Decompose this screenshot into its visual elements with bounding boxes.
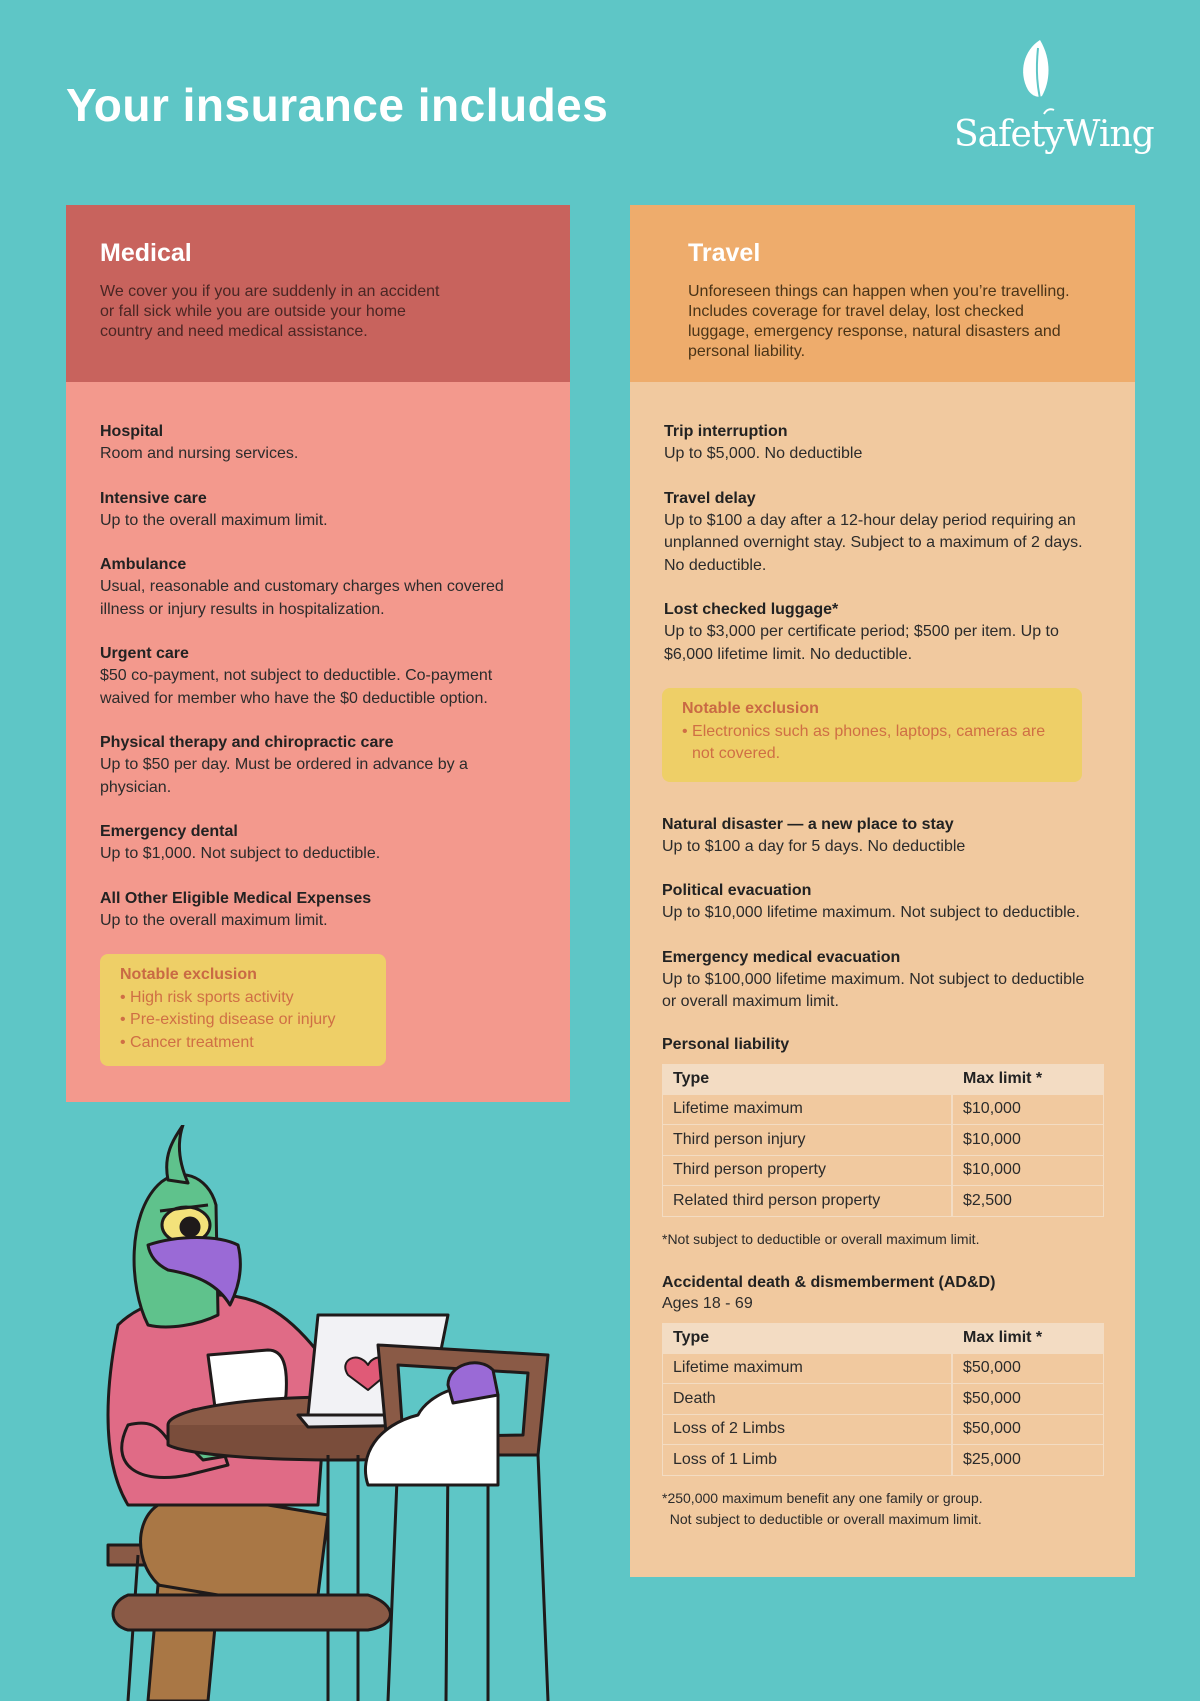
exclusion-title: Notable exclusion bbox=[682, 700, 819, 717]
page-title: Your insurance includes bbox=[66, 79, 609, 131]
coverage-item-title: Hospital bbox=[100, 423, 164, 440]
medical-title: Medical bbox=[100, 239, 192, 267]
travel-coverage-list-2 bbox=[630, 782, 1135, 1530]
travel-coverage-list bbox=[630, 382, 1135, 782]
coverage-item-trip-interruption bbox=[664, 421, 1101, 466]
coverage-item-desc: Up to $100 a day after a 12-hour delay period requiring an unplanned overnight stay. Subject to a maximum of 2 days. No deductible. bbox=[664, 511, 1083, 574]
table-row bbox=[663, 1155, 1104, 1186]
coverage-item-title: Ambulance bbox=[100, 556, 187, 573]
table-cell: Third person injury bbox=[663, 1125, 953, 1156]
table-header-row bbox=[663, 1064, 1104, 1095]
coverage-item-natural-disaster bbox=[662, 814, 1103, 859]
coverage-item-title: Travel delay bbox=[664, 489, 756, 507]
column-header: Max limit * bbox=[952, 1323, 1104, 1354]
coverage-item-title: Urgent care bbox=[100, 645, 189, 662]
coverage-item-urgent-care bbox=[100, 643, 536, 710]
coverage-item-desc: Up to the overall maximum limit. bbox=[100, 511, 328, 529]
coverage-item-title: Intensive care bbox=[100, 489, 207, 507]
coverage-item-title: Natural disaster — a new place to stay bbox=[662, 815, 954, 833]
coverage-item-desc: Up to $3,000 per certificate period; $500 per item. Up to $6,000 lifetime limit. No deductible. bbox=[664, 623, 1059, 663]
coverage-item-desc: Up to $10,000 lifetime maximum. Not subject to deductible. bbox=[662, 904, 1080, 921]
coverage-item-other-medical bbox=[100, 888, 536, 933]
table-cell: $10,000 bbox=[952, 1125, 1104, 1156]
exclusion-item: • Electronics such as phones, laptops, cameras are not covered. bbox=[682, 722, 1046, 762]
safetywing-logo[interactable] bbox=[950, 38, 1154, 168]
adnd-title: Accidental death & dismemberment (AD&D) bbox=[662, 1273, 996, 1291]
table-cell: $50,000 bbox=[952, 1353, 1104, 1384]
column-header: Type bbox=[663, 1323, 953, 1354]
table-cell: Loss of 1 Limb bbox=[663, 1445, 953, 1476]
liability-title: Personal liability bbox=[662, 1035, 790, 1053]
coverage-item-lost-luggage bbox=[664, 599, 1101, 666]
table-cell: $50,000 bbox=[952, 1414, 1104, 1445]
coverage-item-desc: Up to $50 per day. Must be ordered in advance by a physician. bbox=[100, 756, 468, 796]
travel-header bbox=[630, 205, 1135, 382]
coverage-item-title: Lost checked luggage* bbox=[664, 601, 839, 618]
coverage-item-title: Trip interruption bbox=[664, 423, 788, 440]
travel-exclusion-box bbox=[662, 688, 1082, 782]
liability-table bbox=[662, 1064, 1104, 1217]
coverage-item-desc: Up to $100 a day for 5 days. No deductible bbox=[662, 837, 966, 855]
table-cell: Death bbox=[663, 1384, 953, 1415]
coverage-item-title: Emergency medical evacuation bbox=[662, 948, 901, 966]
table-cell: Lifetime maximum bbox=[663, 1353, 953, 1384]
coverage-item-intensive-care bbox=[100, 488, 536, 533]
column-header: Type bbox=[663, 1064, 953, 1095]
coverage-item-hospital bbox=[100, 421, 536, 466]
medical-coverage-list bbox=[66, 382, 570, 1066]
brand-name: SafetyWing bbox=[954, 114, 1154, 155]
feather-logo-icon bbox=[1010, 38, 1060, 118]
coverage-item-travel-delay bbox=[664, 488, 1101, 578]
coverage-item-desc: Up to $100,000 lifetime maximum. Not subject to deductible or overall maximum limit. bbox=[662, 970, 1085, 1010]
coverage-item-emergency-dental bbox=[100, 821, 536, 866]
medical-exclusion-box bbox=[100, 954, 386, 1066]
table-cell: $25,000 bbox=[952, 1445, 1104, 1476]
table-header-row bbox=[663, 1323, 1104, 1354]
coverage-item-desc: Up to $1,000. Not subject to deductible. bbox=[100, 845, 381, 862]
coverage-item-desc: Room and nursing services. bbox=[100, 445, 299, 462]
table-cell: Loss of 2 Limbs bbox=[663, 1414, 953, 1445]
exclusion-item: • Pre-existing disease or injury bbox=[120, 1011, 336, 1028]
column-header: Max limit * bbox=[952, 1064, 1104, 1095]
coverage-item-title: Emergency dental bbox=[100, 823, 238, 840]
table-row bbox=[663, 1384, 1104, 1415]
table-cell: Related third person property bbox=[663, 1186, 953, 1217]
table-row bbox=[663, 1094, 1104, 1125]
coverage-item-ambulance bbox=[100, 554, 536, 621]
table-row bbox=[663, 1414, 1104, 1445]
coverage-item-desc: Usual, reasonable and customary charges when covered illness or injury results in hospitalization. bbox=[100, 578, 504, 618]
adnd-note: *250,000 maximum benefit any one family or group. Not subject to deductible or overall maximum limit. bbox=[662, 1489, 983, 1527]
travel-card bbox=[630, 205, 1135, 1577]
coverage-item-political-evacuation bbox=[662, 880, 1103, 925]
exclusion-item: • Cancer treatment bbox=[120, 1033, 254, 1051]
table-cell: $10,000 bbox=[952, 1094, 1104, 1125]
adnd-subtitle: Ages 18 - 69 bbox=[662, 1294, 753, 1312]
coverage-item-physical-therapy bbox=[100, 732, 536, 799]
coverage-item-title: Political evacuation bbox=[662, 882, 812, 899]
medical-header bbox=[66, 205, 570, 382]
coverage-item-title: All Other Eligible Medical Expenses bbox=[100, 889, 372, 907]
coverage-item-desc: Up to the overall maximum limit. bbox=[100, 911, 328, 929]
table-cell: $2,500 bbox=[952, 1186, 1104, 1217]
travel-title: Travel bbox=[688, 239, 761, 267]
medical-description: We cover you if you are suddenly in an accident or fall sick while you are outside your home country and need medical assistance. bbox=[100, 283, 440, 340]
coverage-item-title: Physical therapy and chiropractic care bbox=[100, 734, 394, 751]
coverage-item-desc: Up to $5,000. No deductible bbox=[664, 445, 863, 462]
coverage-item-medical-evacuation bbox=[662, 947, 1103, 1014]
table-row bbox=[663, 1445, 1104, 1476]
coverage-item-desc: $50 co-payment, not subject to deductible. Co-payment waived for member who have the $0 deductible option. bbox=[100, 667, 493, 707]
table-cell: Third person property bbox=[663, 1155, 953, 1186]
exclusion-title: Notable exclusion bbox=[120, 966, 257, 983]
table-row bbox=[663, 1125, 1104, 1156]
medical-card bbox=[66, 205, 570, 1102]
table-cell: Lifetime maximum bbox=[663, 1094, 953, 1125]
table-row bbox=[663, 1353, 1104, 1384]
adnd-table bbox=[662, 1323, 1104, 1476]
table-cell: $50,000 bbox=[952, 1384, 1104, 1415]
liability-note: *Not subject to deductible or overall maximum limit. bbox=[662, 1230, 980, 1247]
bird-character-illustration bbox=[68, 1125, 588, 1701]
exclusion-item: • High risk sports activity bbox=[120, 988, 294, 1006]
travel-description: Unforeseen things can happen when you’re travelling. Includes coverage for travel delay, lost checked luggage, emergency response, natural disasters and personal liability. bbox=[688, 283, 1070, 360]
table-row bbox=[663, 1186, 1104, 1217]
table-cell: $10,000 bbox=[952, 1155, 1104, 1186]
